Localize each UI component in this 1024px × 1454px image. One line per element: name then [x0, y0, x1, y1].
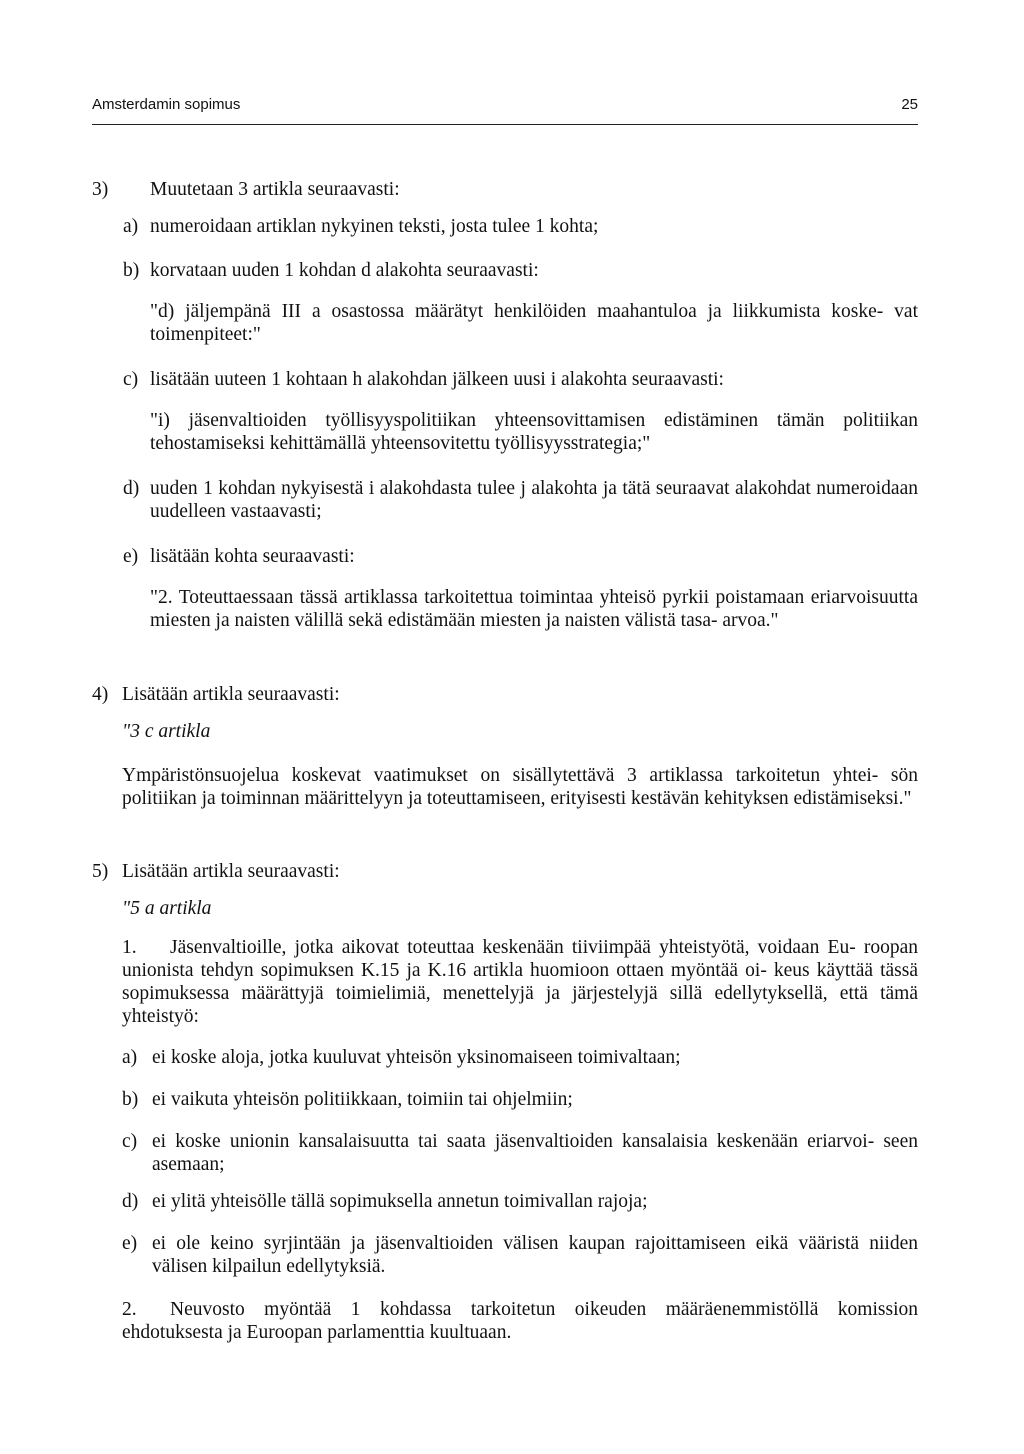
article-5a-paragraph-1 — [122, 936, 918, 1028]
item-3a-text: numeroidaan artiklan nykyinen teksti, josta tulee 1 kohta; — [150, 216, 599, 237]
item-3-text: Muutetaan 3 artikla seuraavasti: — [150, 179, 400, 200]
item-3d — [123, 477, 918, 523]
item-3b-label: b) — [123, 260, 140, 281]
item-3b-text: korvataan uuden 1 kohdan d alakohta seuraavasti: — [150, 260, 539, 281]
list-item-e-text: ei ole keino syrjintään ja jäsenvaltioiden välisen kaupan rajoittamiseen eikä vääristä niiden välisen kilpailun edellytyksiä. — [152, 1233, 918, 1277]
item-3e-text: lisätään kohta seuraavasti: — [150, 546, 355, 567]
list-item-c — [122, 1130, 918, 1176]
list-item-b-text: ei vaikuta yhteisön politiikkaan, toimiin tai ohjelmiin; — [152, 1089, 573, 1110]
paragraph-2-text: Neuvosto myöntää 1 kohdassa tarkoitetun oikeuden määräenemmistöllä komission ehdotuksesta ja Euroopan parlamenttia kuultuaan. — [122, 1299, 918, 1343]
list-item-d — [122, 1190, 918, 1213]
list-item-e — [122, 1232, 918, 1278]
item-5-label: 5) — [92, 861, 109, 882]
item-3b-quote: "d) jäljempänä III a osastossa määrätyt henkilöiden maahantuloa ja liikkumista koske- vat toimenpiteet:" — [150, 301, 918, 345]
list-item-c-text: ei koske unionin kansalaisuutta tai saata jäsenvaltioiden kansalaisia keskenään eriarvoi- seen asemaan; — [152, 1131, 918, 1175]
item-3a-label: a) — [123, 216, 139, 237]
list-item-a-label: a) — [122, 1047, 138, 1068]
article-3c-heading-text: "3 c artikla — [122, 721, 211, 742]
article-5a-heading-text: "5 a artikla — [122, 898, 212, 919]
item-5-text: Lisätään artikla seuraavasti: — [122, 861, 340, 882]
list-item-b-label: b) — [122, 1089, 139, 1110]
article-5a-heading — [122, 897, 211, 920]
list-item-d-label: d) — [122, 1191, 139, 1212]
paragraph-2-label: 2. — [122, 1299, 137, 1320]
article-3c-paragraph: Ympäristönsuojelua koskevat vaatimukset on sisällytettävä 3 artiklassa tarkoitetun yhtei- sön politiikan ja toiminnan määrittelyyn ja toteuttamiseen, erityisesti kestävän kehityksen edistämiseksi." — [122, 765, 918, 809]
list-item-e-label: e) — [122, 1233, 138, 1254]
item-3c-text: lisätään uuteen 1 kohtaan h alakohdan jälkeen uusi i alakohta seuraavasti: — [150, 369, 724, 390]
list-item-a-text: ei koske aloja, jotka kuuluvat yhteisön yksinomaiseen toimivaltaan; — [152, 1047, 681, 1068]
header-rule — [92, 124, 918, 125]
item-3d-label: d) — [123, 478, 140, 499]
item-3c-label: c) — [123, 369, 139, 390]
paragraph-1-text: Jäsenvaltioille, jotka aikovat toteuttaa keskenään tiiviimpää yhteistyötä, voidaan Eu- roopan unionista tehdyn sopimuksen K.15 ja K.16 artikla huomioon ottaen myöntää oi- keus käyttää tässä sopimuksessa määrättyjä toimielimiä, menettelyjä ja järjestelyjä sillä edellytyksellä, että tämä yhteistyö: — [122, 937, 918, 1027]
item-4-label: 4) — [92, 684, 109, 705]
paragraph-1-label: 1. — [122, 937, 137, 958]
item-3e-label: e) — [123, 546, 139, 567]
list-item-b — [122, 1088, 918, 1111]
article-5a-paragraph-2 — [122, 1298, 918, 1344]
document-title: Amsterdamin sopimus — [92, 96, 241, 113]
item-3-label: 3) — [92, 179, 109, 200]
item-3c-quote: "i) jäsenvaltioiden työllisyyspolitiikan yhteensovittamisen edistäminen tämän politiikan tehostamiseksi kehittämällä yhteensovitettu työllisyysstrategia;" — [150, 410, 918, 454]
list-item-c-label: c) — [122, 1131, 138, 1152]
list-item-a — [122, 1046, 918, 1069]
list-item-d-text: ei ylitä yhteisölle tällä sopimuksella annetun toimivallan rajoja; — [152, 1191, 648, 1212]
item-3e-quote: "2. Toteuttaessaan tässä artiklassa tarkoitettua toimintaa yhteisö pyrkii poistamaan eriarvoisuutta miesten ja naisten välillä sekä edistämään miesten ja naisten välistä tasa- arvoa." — [150, 587, 918, 631]
item-4-text: Lisätään artikla seuraavasti: — [122, 684, 340, 705]
item-3d-text: uuden 1 kohdan nykyisestä i alakohdasta tulee j alakohta ja tätä seuraavat alakohdat numeroidaan uudelleen vastaavasti; — [150, 478, 918, 522]
article-3c-heading — [122, 720, 210, 743]
page-number: 25 — [901, 96, 918, 113]
